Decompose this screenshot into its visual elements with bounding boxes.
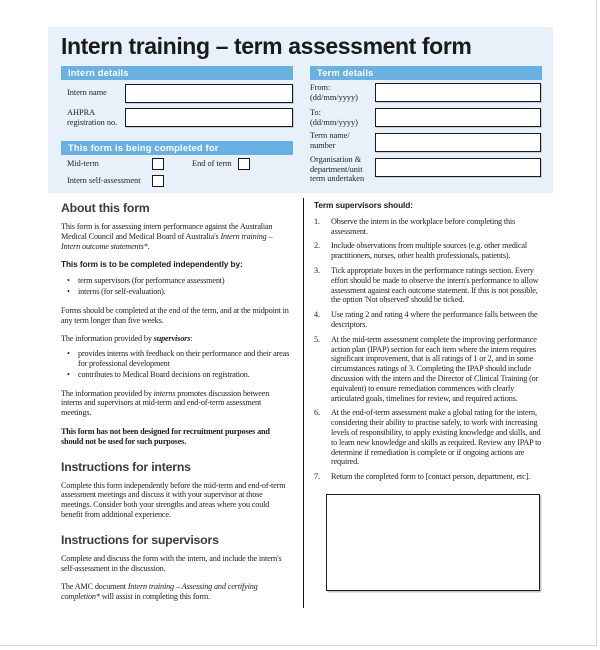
- list-item: • contributes to Medical Board decisions on registration.: [61, 370, 292, 380]
- list-item: 2. Include observations from multiple sources (e.g. other medical practitioners, nurses, other health professionals, patients).: [314, 241, 528, 261]
- ahpra-registration-input[interactable]: [125, 108, 293, 127]
- completed-by-list: [61, 276, 292, 297]
- intern-self-assessment-checkbox[interactable]: [152, 175, 164, 187]
- about-paragraph-2: This form is to be completed independently by:: [61, 259, 243, 270]
- page-edge-bottom: [0, 645, 597, 646]
- end-of-term-checkbox[interactable]: [238, 158, 250, 170]
- intern-name-input[interactable]: [125, 84, 293, 103]
- term-name-label: Term name/ number: [310, 131, 350, 150]
- mid-term-checkbox[interactable]: [152, 158, 164, 170]
- supervisors-should-list: [314, 217, 545, 482]
- list-item: 4. Use rating 2 and rating 4 where the performance falls between the descriptors.: [314, 310, 538, 329]
- term-details-header: Term details: [310, 66, 542, 80]
- to-date-input[interactable]: [375, 108, 541, 127]
- organisation-label: Organisation & department/unit term undertaken: [310, 155, 365, 184]
- list-item: 7. Return the completed form to [contact person, department, etc].: [314, 472, 531, 482]
- completed-for-header: This form is being completed for: [61, 141, 293, 155]
- list-item: 3. Tick appropriate boxes in the performance ratings section. Every effort should be made to observe the intern's performance to allow assessment against each outcome statement. If this is not possible, the option 'Not observed' should be ticked.: [314, 265, 539, 305]
- intern-name-label: Intern name: [67, 88, 107, 97]
- about-paragraph-4: The information provided by supervisors:: [61, 334, 193, 344]
- about-paragraph-6: This form has not been designed for recruitment purposes and should not be used for such purposes.: [61, 426, 270, 446]
- ahpra-registration-label: AHPRA registration no.: [67, 108, 118, 127]
- instructions-interns-paragraph: Complete this form independently before the mid-term and end-of-term assessment meetings and discuss it with your supervisor at those meetings. Consider both your strengths and areas where you could benefit from additional experience.: [61, 480, 286, 519]
- mid-term-label: Mid-term: [67, 159, 99, 168]
- intern-self-assessment-label: Intern self-assessment: [67, 176, 141, 185]
- page-edge-right: [596, 0, 597, 646]
- list-item: • term supervisors (for performance assessment): [61, 276, 292, 286]
- organisation-input[interactable]: [375, 158, 541, 177]
- intern-details-header: Intern details: [61, 66, 293, 80]
- supervisor-info-list: [61, 349, 292, 379]
- list-item: 1. Observe the intern in the workplace before completing this assessment.: [314, 216, 516, 236]
- about-paragraph-3: Forms should be completed at the end of the term, and at the midpoint in any term longer than five weeks.: [61, 305, 289, 325]
- notes-box[interactable]: [326, 494, 540, 591]
- about-paragraph-1: This form is for assessing intern performance against the Australian Medical Council and Medical Board of Australia's Intern training – Intern outcome statements*.: [61, 222, 273, 251]
- instructions-supervisors-paragraph-2: The AMC document Intern training – Assessing and certifying completion* will assist in completing this form.: [61, 582, 258, 602]
- about-column: [61, 201, 292, 611]
- end-of-term-label: End of term: [192, 159, 232, 168]
- supervisors-should-heading: Term supervisors should:: [314, 200, 413, 210]
- instructions-supervisors-heading: Instructions for supervisors: [61, 532, 219, 547]
- about-heading: About this form: [61, 201, 150, 215]
- to-date-label: To: (dd/mm/yyyy): [310, 108, 358, 127]
- page-title: Intern training – term assessment form: [61, 33, 472, 59]
- from-date-input[interactable]: [375, 83, 541, 102]
- list-item: • provides interns with feedback on their performance and their areas for professional development: [61, 349, 292, 369]
- from-date-label: From: (dd/mm/yyyy): [310, 83, 358, 102]
- term-name-input[interactable]: [375, 133, 541, 152]
- supervisors-should-column: [314, 201, 545, 591]
- form-header-panel: [48, 27, 553, 193]
- instructions-interns-heading: Instructions for interns: [61, 459, 191, 474]
- column-divider: [303, 198, 304, 608]
- instructions-supervisors-paragraph-1: Complete and discuss the form with the intern, and include the intern's self-assessment in the discussion.: [61, 553, 282, 573]
- list-item: 5. At the mid-term assessment complete the improving performance action plan (IPAP) section for each item where the intern requires significant improvement, that is all ratings of 1 or 2, and in some circumstances ratings of 3. Completing the IPAP should include discussion with the intern and the Director of Clinical Training (or equivalent) to ensure remediation commences with clearly articulated goals, timelines for review, and required actions.: [314, 334, 539, 403]
- list-item: • interns (for self-evaluation).: [61, 287, 292, 297]
- list-item: 6. At the end-of-term assessment make a global rating for the intern, considering their ability to practise safely, to work with increasing levels of responsibility, to apply existing knowledge and skills, and to learn new knowledge and skills as required. Review any IPAP to determine if remediation is complete or if ongoing actions are required.: [314, 408, 542, 467]
- about-paragraph-5: The information provided by interns promotes discussion between interns and supervisors at mid-term and end-of-term assessment meetings.: [61, 388, 270, 418]
